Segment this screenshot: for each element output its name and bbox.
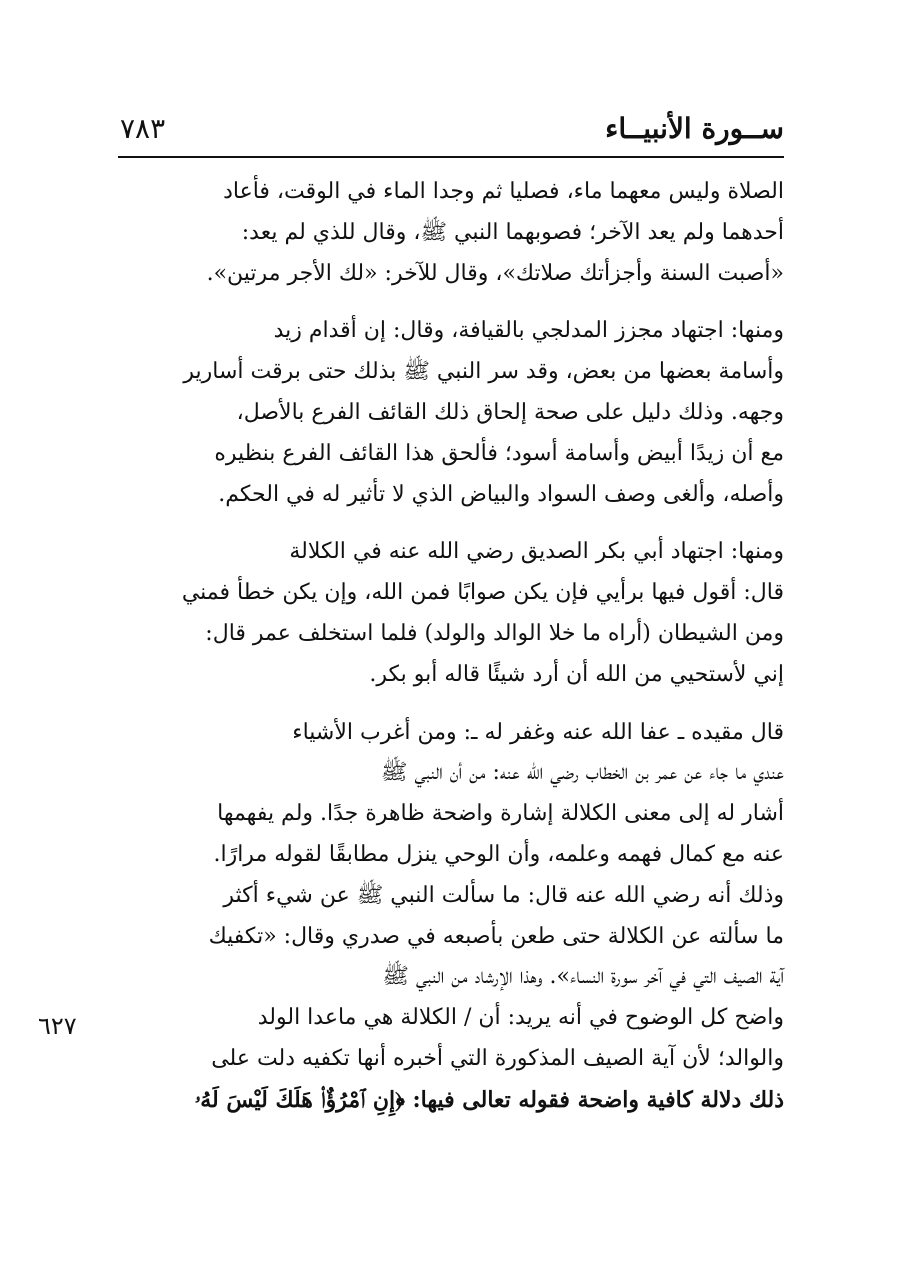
- text-line: واضح كل الوضوح في أنه يريد: أن / الكلالة هي ماعدا الولد: [257, 1005, 784, 1031]
- text-line: عندي ما جاء عن عمر بن الخطاب رضي الله عنه: من أن النبي ﷺ: [380, 760, 784, 786]
- paragraph-4: [118, 713, 784, 1121]
- text-line: أحدهما ولم يعد الآخر؛ فصوبهما النبي ﷺ، وقال للذي لم يعد:: [241, 219, 784, 245]
- page-header: [118, 108, 784, 158]
- text-line: إني لأستحيي من الله أن أرد شيئًا قاله أبو بكر.: [369, 661, 784, 687]
- text-line: وأصله، وألغى وصف السواد والبياض الذي لا تأثير له في الحكم.: [218, 481, 784, 507]
- text-line: ومنها: اجتهاد مجزز المدلجي بالقيافة، وقال: إن أقدام زيد: [273, 318, 784, 344]
- page-number: ٧٨٣: [120, 112, 166, 145]
- paragraph-2: [118, 311, 784, 515]
- text-line: والوالد؛ لأن آية الصيف المذكورة التي أخبره أنها تكفيه دلت على: [211, 1045, 784, 1071]
- text-line: وجهه. وذلك دليل على صحة إلحاق ذلك القائف الفرع بالأصل،: [236, 399, 784, 425]
- page-body: [118, 172, 784, 1121]
- text-line: مع أن زيدًا أبيض وأسامة أسود؛ فألحق هذا القائف الفرع بنظيره: [214, 440, 784, 466]
- margin-page-marker: ٦٢٧: [38, 1012, 77, 1040]
- paragraph-1: [118, 172, 784, 294]
- text-line: قال مقيده ـ عفا الله عنه وغفر له ـ: ومن أغرب الأشياء: [292, 719, 784, 745]
- text-line: ومنها: اجتهاد أبي بكر الصديق رضي الله عنه في الكلالة: [289, 539, 784, 565]
- text-line: «أصبت السنة وأجزأتك صلاتك»، وقال للآخر: «لك الأجر مرتين».: [206, 260, 784, 286]
- text-line: آية الصيف التي في آخر سورة النساء». وهذا الإرشاد من النبي ﷺ: [382, 964, 784, 990]
- text-line: وذلك أنه رضي الله عنه قال: ما سألت النبي ﷺ عن شيء أكثر: [223, 882, 784, 908]
- text-line: ما سألته عن الكلالة حتى طعن بأصبعه في صدري وقال: «تكفيك: [208, 923, 784, 949]
- text-line: وأسامة بعضها من بعض، وقد سر النبي ﷺ بذلك حتى برقت أسارير: [183, 359, 784, 385]
- text-line: الصلاة وليس معهما ماء، فصليا ثم وجدا الماء في الوقت، فأعاد: [223, 179, 784, 204]
- text-line-quran-verse: ذلك دلالة كافية واضحة فقوله تعالى فيها: ﴿إِنِ ٱمْرُؤٌا۟ هَلَكَ لَيْسَ لَهُۥ: [194, 1086, 784, 1113]
- surah-title: ســورة الأنبيــاء: [605, 112, 784, 145]
- text-line: ومن الشيطان (أراه ما خلا الوالد والولد) فلما استخلف عمر قال:: [205, 620, 784, 646]
- text-line: أشار له إلى معنى الكلالة إشارة واضحة ظاهرة جدًا. ولم يفهمها: [217, 801, 784, 827]
- text-line: قال: أقول فيها برأيي فإن يكن صوابًا فمن الله، وإن يكن خطأ فمني: [181, 580, 784, 606]
- text-line: عنه مع كمال فهمه وعلمه، وأن الوحي ينزل مطابقًا لقوله مرارًا.: [213, 841, 784, 867]
- paragraph-3: [118, 532, 784, 695]
